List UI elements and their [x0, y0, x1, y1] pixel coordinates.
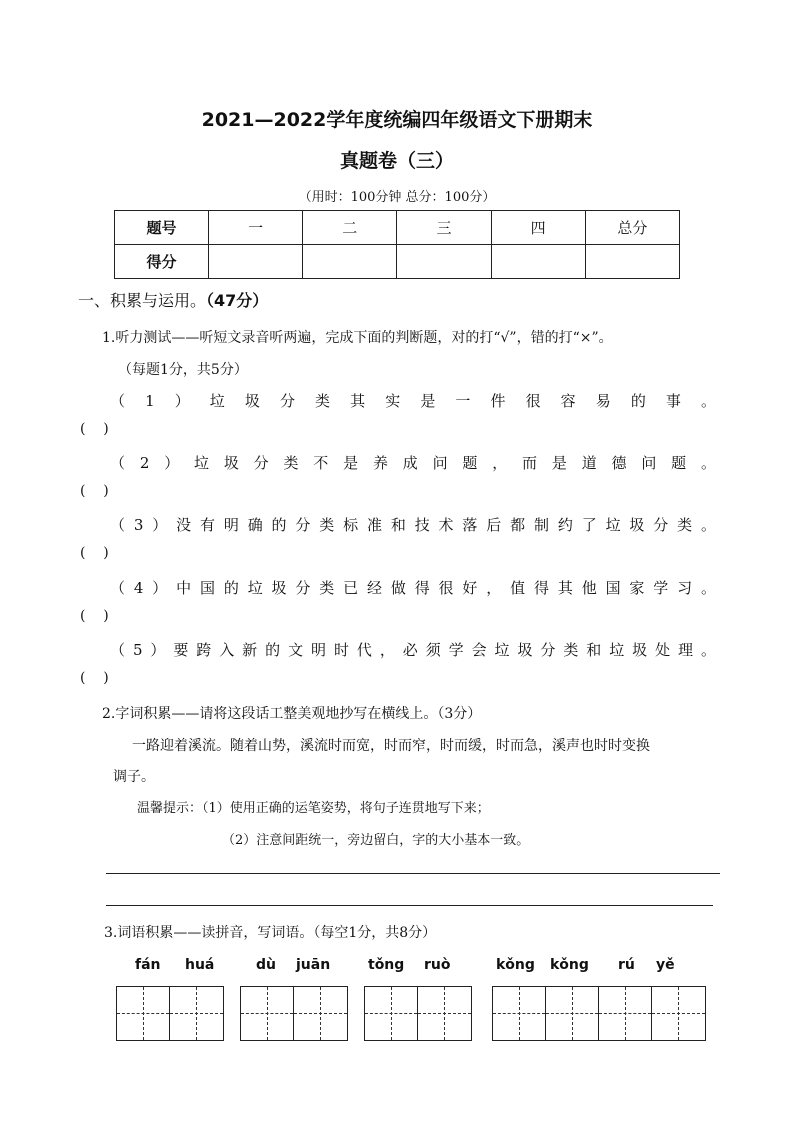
- pinyin-label: fán: [135, 957, 161, 973]
- q3-instruction: 3.词语积累——读拼音，写词语。（每空1分，共8分）: [104, 925, 437, 941]
- tianzige-cell[interactable]: [546, 987, 599, 1040]
- q2-tip-2: （2）注意间距统一，旁边留白，字的大小基本一致。: [222, 833, 530, 848]
- pinyin-label: ruò: [424, 957, 451, 973]
- answer-paren[interactable]: ( ): [80, 670, 109, 686]
- q1-item-4: （4）中国的垃圾分类已经做得很好，值得其他国家学习。: [110, 579, 716, 597]
- score-blank-cell[interactable]: [397, 245, 491, 279]
- score-table-cell: 四: [491, 211, 585, 245]
- q2-passage-line1: 一路迎着溪流。随着山势，溪流时而宽，时而窄，时而缓，时而急，溪声也时时变换: [132, 738, 650, 754]
- answer-paren[interactable]: ( ): [80, 608, 109, 624]
- tianzige-cell[interactable]: [493, 987, 546, 1040]
- score-blank-cell[interactable]: [303, 245, 397, 279]
- pinyin-label: yě: [656, 957, 675, 973]
- pinyin-label: tǒng: [368, 957, 405, 973]
- score-blank-cell[interactable]: [209, 245, 303, 279]
- score-table-cell: 题号: [115, 211, 209, 245]
- pinyin-label: kǒng: [550, 957, 589, 973]
- pinyin-label: rú: [618, 957, 635, 973]
- score-blank-cell[interactable]: [491, 245, 585, 279]
- tianzige-cell[interactable]: [170, 987, 223, 1040]
- tianzige-cell[interactable]: [117, 987, 170, 1040]
- answer-paren[interactable]: ( ): [80, 483, 109, 499]
- pinyin-label: kǒng: [496, 957, 535, 973]
- score-table: [114, 210, 680, 279]
- exam-title-line1: 2021—2022学年度统编四年级语文下册期末: [201, 109, 593, 131]
- q1-instruction: 1.听力测试——听短文录音听两遍，完成下面的判断题，对的打“√”，错的打“×”。: [102, 330, 613, 346]
- q2-instruction: 2.字词积累——请将这段话工整美观地抄写在横线上。（3分）: [102, 706, 482, 722]
- tianzige-cell[interactable]: [365, 987, 418, 1040]
- q1-note: （每题1分，共5分）: [118, 362, 248, 378]
- section1-heading: [78, 288, 268, 311]
- score-table-score-row: [115, 245, 680, 279]
- tianzige-cell[interactable]: [599, 987, 652, 1040]
- writing-line[interactable]: [106, 873, 720, 874]
- tianzige-cell[interactable]: [652, 987, 705, 1040]
- pinyin-label: juān: [296, 957, 331, 973]
- q1-item-2: （2）垃圾分类不是养成问题，而是道德问题。: [110, 454, 716, 472]
- score-table-cell: 总分: [585, 211, 679, 245]
- q1-item-1: （1）垃圾分类其实是一件很容易的事。: [110, 392, 716, 410]
- score-table-header-row: [115, 211, 680, 245]
- q1-item-5: （5）要跨入新的文明时代，必须学会垃圾分类和垃圾处理。: [110, 641, 716, 659]
- tianzige-group-2: [240, 986, 348, 1041]
- tianzige-cell[interactable]: [294, 987, 347, 1040]
- score-table-cell: 得分: [115, 245, 209, 279]
- section1-score: （47分）: [206, 291, 269, 310]
- writing-line[interactable]: [106, 905, 713, 906]
- score-table-cell: 二: [303, 211, 397, 245]
- tianzige-group-3: [364, 986, 472, 1041]
- tianzige-group-1: [116, 986, 224, 1041]
- q2-passage-line2: 调子。: [113, 769, 155, 785]
- score-table-cell: 一: [209, 211, 303, 245]
- score-blank-cell[interactable]: [585, 245, 679, 279]
- section1-title: 一、积累与运用。: [78, 291, 207, 310]
- tianzige-cell[interactable]: [241, 987, 294, 1040]
- pinyin-label: dù: [256, 957, 276, 973]
- exam-meta: （用时：100分钟 总分：100分）: [298, 190, 496, 205]
- pinyin-label: huá: [185, 957, 215, 973]
- score-table-cell: 三: [397, 211, 491, 245]
- answer-paren[interactable]: ( ): [80, 421, 109, 437]
- tianzige-group-4: [492, 986, 706, 1041]
- q1-item-3: （3）没有明确的分类标准和技术落后都制约了垃圾分类。: [110, 516, 716, 534]
- exam-title-line2: 真题卷（三）: [339, 150, 454, 172]
- tianzige-cell[interactable]: [418, 987, 471, 1040]
- answer-paren[interactable]: ( ): [80, 545, 109, 561]
- q2-tip-1: 温馨提示：（1）使用正确的运笔姿势，将句子连贯地写下来；: [137, 801, 490, 816]
